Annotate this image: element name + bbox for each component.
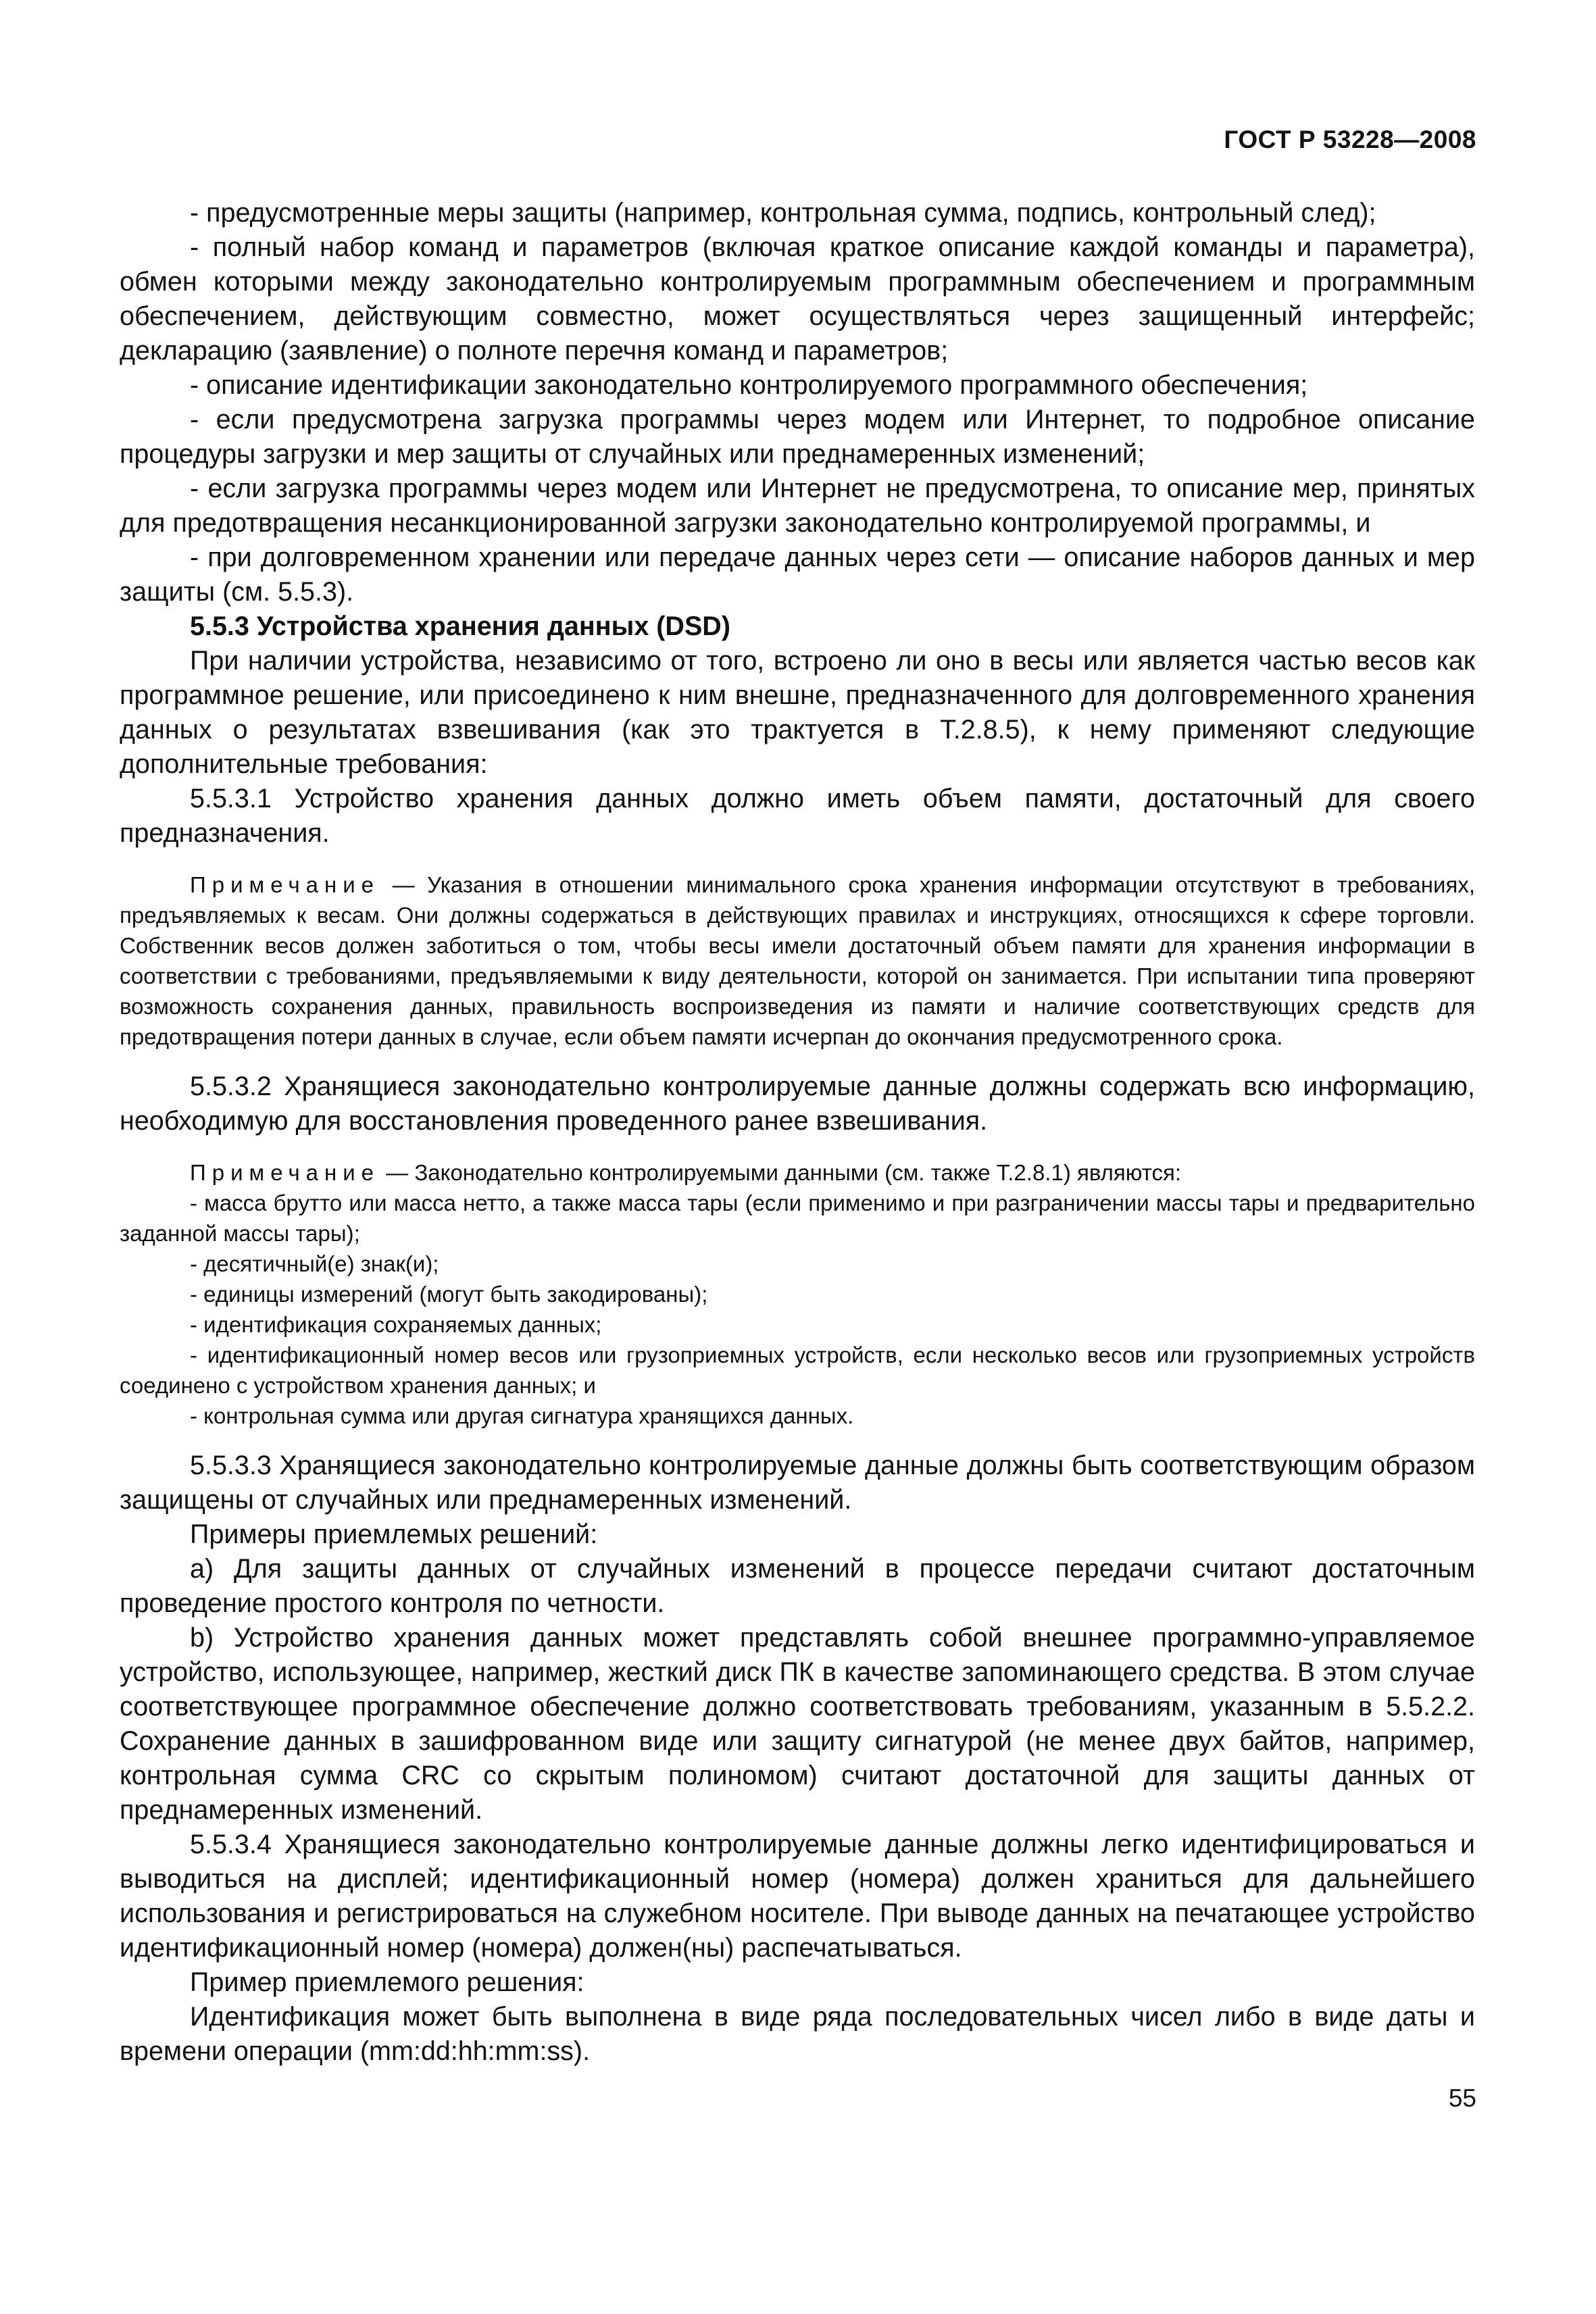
list-item: - описание идентификации законодательно контролируемого программного обеспечения; [190, 370, 1308, 400]
section-heading: 5.5.3 Устройства хранения данных (DSD) [190, 611, 730, 641]
note-label: Примечание [190, 1160, 380, 1185]
list-item: - при долговременном хранении или передаче данных через сети — описание наборов данных и мер защиты (см. 5.5.3). [120, 543, 1475, 607]
note-paragraph [120, 1157, 1475, 1188]
note-list-item: - идентификация сохраняемых данных; [190, 1312, 602, 1337]
list-item: - если загрузка программы через модем или Интернет не предусмотрена, то описание мер, принятых для предотвращения несанкционированной загрузки законодательно контролируемой программы, и [120, 474, 1475, 538]
clause-5-5-3-2: 5.5.3.2 Хранящиеся законодательно контролируемые данные должны содержать всю информацию, необходимую для восстановления проведенного ранее взвешивания. [120, 1072, 1475, 1136]
example-a: а) Для защиты данных от случайных изменений в процессе передачи считают достаточным проведение простого контроля по четности. [120, 1554, 1475, 1618]
document-designation: ГОСТ Р 53228—2008 [1224, 126, 1476, 153]
list-item: - предусмотренные меры защиты (например, контрольная сумма, подпись, контрольный след); [190, 198, 1376, 228]
note-block [120, 870, 1475, 1052]
section-intro: При наличии устройства, независимо от того, встроено ли оно в весы или является частью весов как программное решение, или присоединено к ним внешне, предназначенного для долговременного хранения данных о результатах взвешивания (как это трактуется в Т.2.8.5), к нему применяют следующие дополнительные требования: [120, 646, 1475, 779]
note-list-item: - идентификационный номер весов или грузоприемных устройств, если несколько весов или грузоприемных устройств соединено с устройством хранения данных; и [120, 1342, 1475, 1398]
note-block [120, 1157, 1475, 1431]
page-number: 55 [1448, 2084, 1476, 2112]
note-list-item: - единицы измерений (могут быть закодированы); [190, 1282, 708, 1307]
list-item: - полный набор команд и параметров (включая краткое описание каждой команды и параметра), обмен которыми между законодательно контролируемым программным обеспечением и программным обеспечением, действующим совместно, может осуществляться через защищенный интерфейс; декларацию (заявление) о полноте перечня команд и параметров; [120, 232, 1475, 366]
note-list-item: - контрольная сумма или другая сигнатура хранящихся данных. [190, 1403, 854, 1428]
example-text: Идентификация может быть выполнена в виде ряда последовательных чисел либо в виде даты и времени операции (mm:dd:hh:mm:ss). [120, 2002, 1475, 2066]
page-body [120, 196, 1475, 2069]
note-paragraph [120, 870, 1475, 1052]
example-b: b) Устройство хранения данных может представлять собой внешнее программно-управляемое устройство, использующее, например, жесткий диск ПК в качестве запоминающего средства. В этом случае соответствующее программное обеспечение должно соответствовать требованиям, указанным в 5.5.2.2. Сохранение данных в зашифрованном виде или защиту сигнатурой (не менее двух байтов, например, контрольная сумма CRC со скрытым полиномом) считают достаточной для защиты данных от преднамеренных изменений. [120, 1623, 1475, 1825]
note-list-item: - масса брутто или масса нетто, а также масса тары (если применимо и при разграничении массы тары и предварительно заданной массы тары); [120, 1190, 1475, 1246]
examples-label: Примеры приемлемых решений: [190, 1519, 598, 1549]
clause-5-5-3-1: 5.5.3.1 Устройство хранения данных должно иметь объем памяти, достаточный для своего предназначения. [120, 784, 1475, 848]
example-label: Пример приемлемого решения: [190, 1967, 584, 1997]
note-label: Примечание [190, 872, 380, 897]
clause-5-5-3-4: 5.5.3.4 Хранящиеся законодательно контролируемые данные должны легко идентифицироваться и выводиться на дисплей; идентификационный номер (номера) должен храниться для дальнейшего использования и регистрироваться на служебном носителе. При выводе данных на печатающее устройство идентификационный номер (номера) должен(ны) распечатываться. [120, 1830, 1475, 1963]
list-item: - если предусмотрена загрузка программы через модем или Интернет, то подробное описание процедуры загрузки и мер защиты от случайных или преднамеренных изменений; [120, 405, 1475, 469]
clause-5-5-3-3: 5.5.3.3 Хранящиеся законодательно контролируемые данные должны быть соответствующим образом защищены от случайных или преднамеренных изменений. [120, 1451, 1475, 1515]
note-list-item: - десятичный(е) знак(и); [190, 1251, 439, 1276]
note-text: — Законодательно контролируемыми данными (см. также Т.2.8.1) являются: [380, 1160, 1182, 1185]
note-text: — Указания в отношении минимального срока хранения информации отсутствуют в требованиях, предъявляемых к весам. Они должны содержаться в действующих правилах и инструкциях, относящихся к сфере торговли. Собственник весов должен заботиться о том, чтобы весы имели достаточный объем памяти для хранения информации в соответствии с требованиями, предъявляемыми к виду деятельности, которой он занимается. При испытании типа проверяют возможность сохранения данных, правильность воспроизведения из памяти и наличие соответствующих средств для предотвращения потери данных в случае, если объем памяти исчерпан до окончания предусмотренного срока. [120, 872, 1475, 1049]
